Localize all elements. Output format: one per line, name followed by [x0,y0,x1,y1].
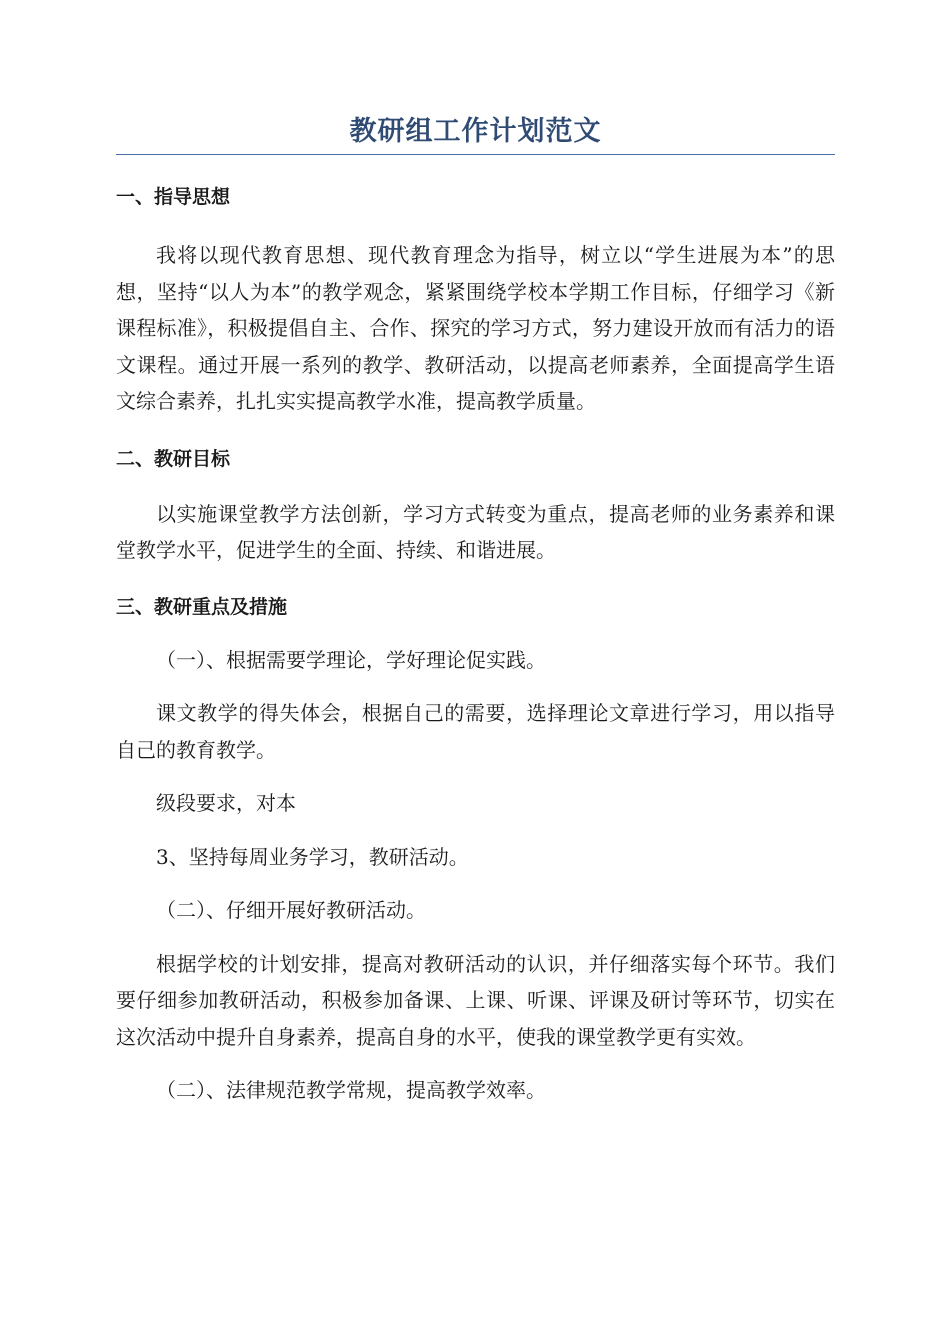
paragraph-research-goal: 以实施课堂教学方法创新，学习方式转变为重点，提高老师的业务素养和课堂教学水平，促进学生的全面、持续、和谐进展。 [116,501,835,562]
document-page [116,112,835,1109]
title-underline [116,154,835,155]
paragraph-grade-requirement: 级段要求，对本 [156,791,296,815]
section-heading-guiding-thought: 一、指导思想 [116,186,231,208]
paragraph-weekly-study: 3、坚持每周业务学习，教研活动。 [156,844,469,869]
paragraph-subheading-activities: （二）、仔细开展好教研活动。 [156,898,426,922]
section-heading-focus-measures: 三、教研重点及措施 [116,595,288,618]
page-title: 教研组工作计划范文 [349,116,602,147]
paragraph-guiding-thought: 我将以现代教育思想、现代教育理念为指导，树立以“学生进展为本”的思想，坚持“以人为本”的教学观念，紧紧围绕学校本学期工作目标，仔细学习《新课程标准》，积极提倡自主、合作、探究的学习方式，努力建设开放而有活力的语文课程。通过开展一系列的教学、教研活动，以提高老师素养，全面提高学生语文综合素养，扎扎实实提高教学水准，提高教学质量。 [116,243,835,413]
paragraph-subheading-teaching-routine: （二）、法律规范教学常规，提高教学效率。 [156,1078,546,1102]
paragraph-school-plan: 根据学校的计划安排，提高对教研活动的认识，并仔细落实每个环节。我们要仔细参加教研活动，积极参加备课、上课、听课、评课及研讨等环节，切实在这次活动中提升自身素养，提高自身的水平，使我的课堂教学更有实效。 [116,951,835,1049]
section-heading-research-goal: 二、教研目标 [116,447,231,470]
paragraph-lesson-reflection: 课文教学的得失体会，根据自己的需要，选择理论文章进行学习，用以指导自己的教育教学。 [116,701,835,762]
paragraph-subheading-theory: （一）、根据需要学理论，学好理论促实践。 [156,647,546,672]
